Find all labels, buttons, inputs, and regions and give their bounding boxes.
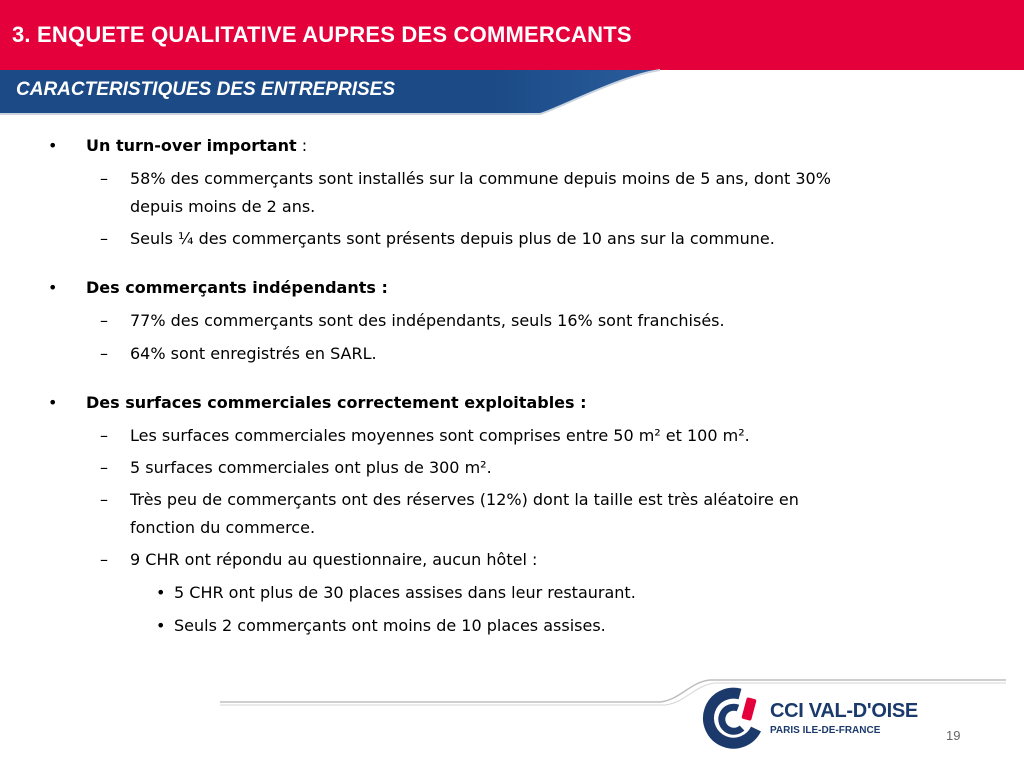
dash-icon: – xyxy=(100,458,108,477)
slide-title: 3. ENQUETE QUALITATIVE AUPRES DES COMMERCANTS xyxy=(12,22,632,47)
list-item-continuation: depuis moins de 2 ans. xyxy=(130,197,316,216)
bullet-icon: • xyxy=(48,393,58,412)
dash-icon: – xyxy=(100,229,108,248)
section-heading: Des commerçants indépendants : xyxy=(86,278,388,297)
list-item: Seuls ¼ des commerçants sont présents depuis plus de 10 ans sur la commune. xyxy=(130,229,775,248)
section-heading: Des surfaces commerciales correctement exploitables : xyxy=(86,393,587,412)
list-item: Les surfaces commerciales moyennes sont comprises entre 50 m² et 100 m². xyxy=(130,426,750,445)
bullet-icon: • xyxy=(156,583,166,602)
cci-logo-icon xyxy=(700,684,766,750)
dash-icon: – xyxy=(100,169,108,188)
dash-icon: – xyxy=(100,550,108,569)
sub-list-item: Seuls 2 commerçants ont moins de 10 places assises. xyxy=(174,616,606,635)
list-item: 9 CHR ont répondu au questionnaire, aucun hôtel : xyxy=(130,550,538,569)
list-item: 58% des commerçants sont installés sur la commune depuis moins de 5 ans, dont 30% xyxy=(130,169,831,188)
slide-subtitle: CARACTERISTIQUES DES ENTREPRISES xyxy=(16,79,395,100)
list-item: Très peu de commerçants ont des réserves (12%) dont la taille est très aléatoire en xyxy=(130,490,799,509)
list-item: 64% sont enregistrés en SARL. xyxy=(130,344,377,363)
list-item: 5 surfaces commerciales ont plus de 300 m². xyxy=(130,458,492,477)
list-item-continuation: fonction du commerce. xyxy=(130,518,316,537)
section-heading: Un turn-over important : xyxy=(86,136,308,155)
page-number: 19 xyxy=(946,728,961,743)
bullet-icon: • xyxy=(156,616,166,635)
sub-list-item: 5 CHR ont plus de 30 places assises dans leur restaurant. xyxy=(174,583,636,602)
dash-icon: – xyxy=(100,426,108,445)
dash-icon: – xyxy=(100,311,108,330)
logo-title: CCI VAL-D'OISE xyxy=(770,700,918,722)
bullet-icon: • xyxy=(48,136,58,155)
list-item: 77% des commerçants sont des indépendants, seuls 16% sont franchisés. xyxy=(130,311,725,330)
dash-icon: – xyxy=(100,344,108,363)
dash-icon: – xyxy=(100,490,108,509)
logo-subtitle: PARIS ILE-DE-FRANCE xyxy=(770,725,881,736)
bullet-icon: • xyxy=(48,278,58,297)
